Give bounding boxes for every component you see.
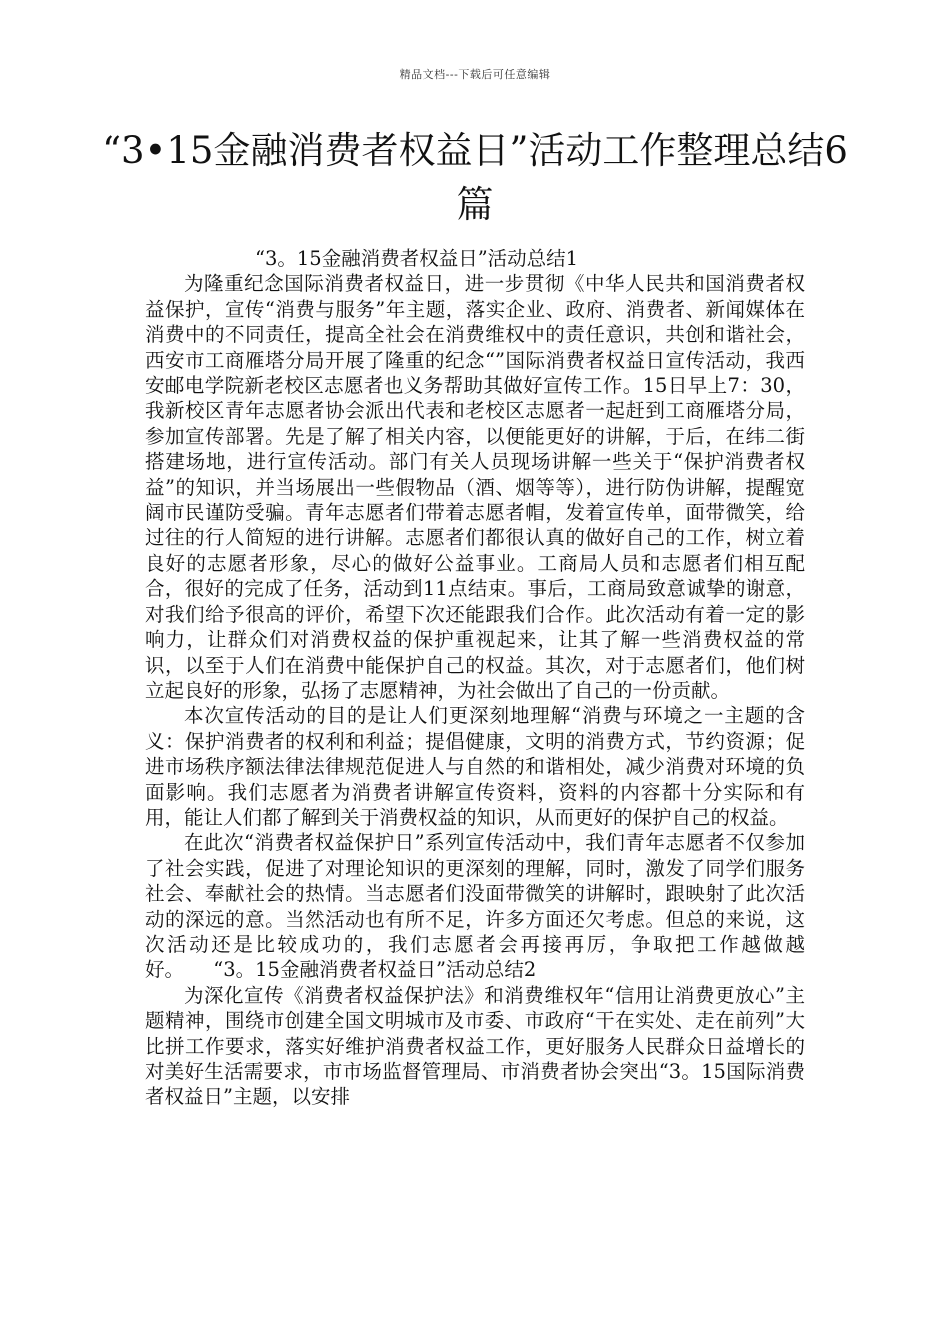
section-heading: “3。15金融消费者权益日”活动总结1 xyxy=(255,247,579,270)
document-title: “3•15金融消费者权益日”活动工作整理总结6篇 xyxy=(102,129,848,226)
paragraph: 为隆重纪念国际消费者权益日，进一步贯彻《中华人民共和国消费者权益保护，宣传“消费与服务”年主题，落实企业、政府、消费者、新闻媒体在消费中的不同责任，提高全社会在消费维权中的责任意识，共创和谐社会，西安市工商雁塔分局开展了隆重的纪念“”国际消费者权益日宣传活动，我西安邮电学院新老校区志愿者也义务帮助其做好宣传工作。15日早上7：30，我新校区青年志愿者协会派出代表和老校区志愿者一起赶到工商雁塔分局，参加宣传部署。先是了解了相关内容，以便能更好的讲解，于后，在纬二街搭建场地，进行宣传活动。部门有关人员现场讲解一些关于“保护消费者权益”的知识，并当场展出一些假物品（酒、烟等等），进行防伪讲解，提醒宽阔市民谨防受骗。青年志愿者们带着志愿者帽，发着宣传单，面带微笑，给过往的行人简短的进行讲解。志愿者们都很认真的做好自己的工作，树立着良好的志愿者形象，尽心的做好公益事业。工商局人员和志愿者们相互配合，很好的完成了任务，活动到11点结束。事后，工商局致意诚挚的谢意，对我们给予很高的评价，希望下次还能跟我们合作。此次活动有着一定的影响力，让群众们对消费权益的保护重视起来，让其了解一些消费权益的常识，以至于人们在消费中能保护自己的权益。其次，对于志愿者们，他们树立起良好的形象，弘扬了志愿精神，为社会做出了自己的一份贡献。 xyxy=(145,272,805,702)
paragraph: 为深化宣传《消费者权益保护法》和消费维权年“信用让消费更放心”主题精神，围绕市创建全国文明城市及市委、市政府“干在实处、走在前列”大比拼工作要求，落实好维护消费者权益工作，更好服务人民群众日益增长的对美好生活需要求，市市场监督管理局、市消费者协会突出“3。15国际消费者权益日”主题，以安排 xyxy=(145,983,805,1109)
paragraph: 在此次“消费者权益保护日”系列宣传活动中，我们青年志愿者不仅参加了社会实践，促进了对理论知识的更深刻的理解，同时，激发了同学们服务社会、奉献社会的热情。当志愿者们没面带微笑的讲解时，跟映射了此次活动的深远的意。当然活动也有所不足，许多方面还欠考虑。但总的来说，这次活动还是比较成功的，我们志愿者会再接再厉，争取把工作越做越好。 “3。15金融消费者权益日”活动总结2 xyxy=(145,831,805,982)
paragraph: 本次宣传活动的目的是让人们更深刻地理解“消费与环境之一主题的含义：保护消费者的权利和利益；提倡健康，文明的消费方式，节约资源；促进市场秩序额法律法律规范促进人与自然的和谐相处，减少消费对环境的负面影响。我们志愿者为消费者讲解宣传资料，资料的内容都十分实际和有用，能让人们都了解到关于消费权益的知识，从而更好的保护自己的权益。 xyxy=(145,704,805,829)
page-header: 精品文档---下载后可任意编辑 xyxy=(399,68,551,81)
document-body xyxy=(145,246,805,1110)
